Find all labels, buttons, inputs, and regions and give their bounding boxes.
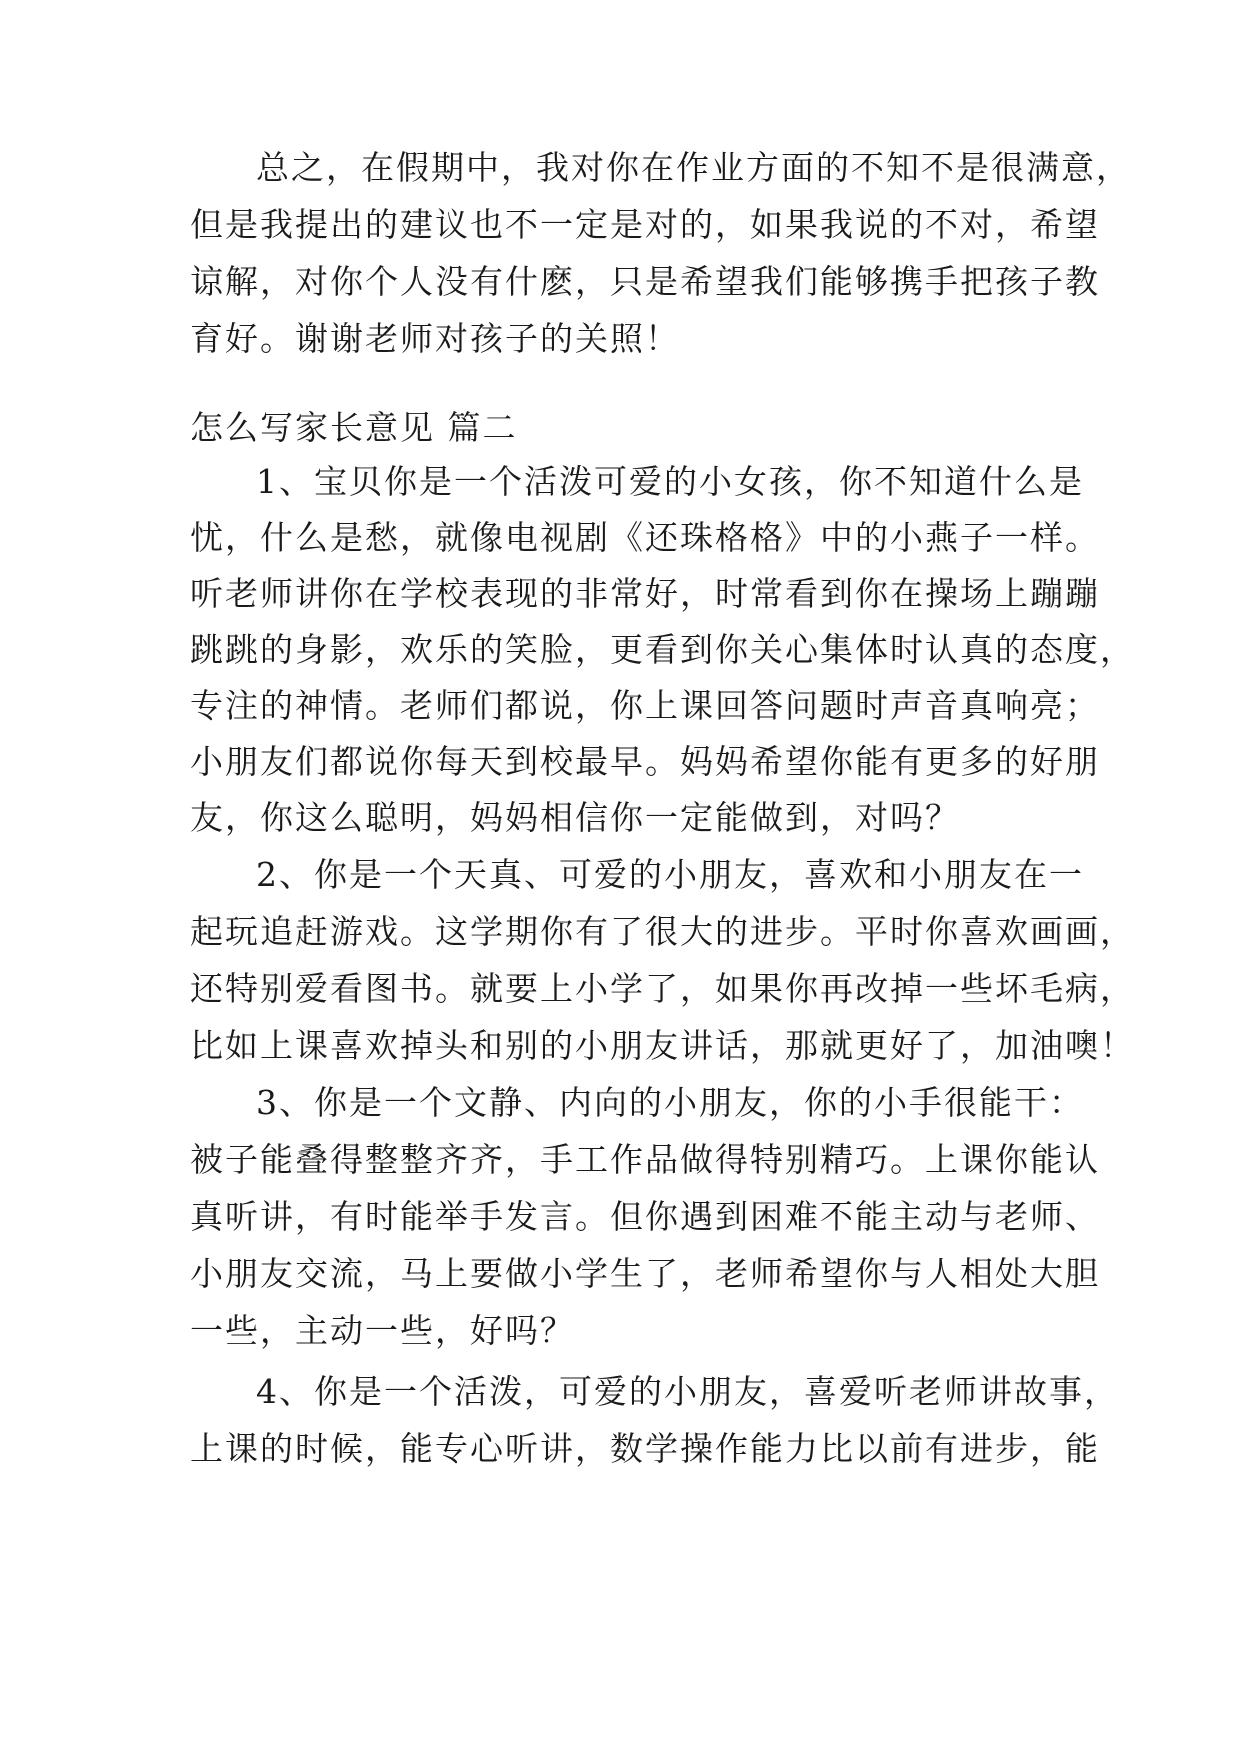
paragraph-2-line-5: 专注的神情。老师们都说，你上课回答问题时声音真响亮； — [190, 686, 1100, 725]
paragraph-2-line-6: 小朋友们都说你每天到校最早。妈妈希望你能有更多的好朋 — [190, 742, 1100, 781]
paragraph-1-line-1: 总之，在假期中，我对你在作业方面的不知不是很满意， — [256, 148, 1131, 187]
section-heading: 怎么写家长意见 篇二 — [190, 408, 518, 447]
paragraph-2-line-3: 听老师讲你在学校表现的非常好，时常看到你在操场上蹦蹦 — [190, 574, 1100, 613]
paragraph-2-line-1: 1、宝贝你是一个活泼可爱的小女孩，你不知道什么是 — [256, 462, 1084, 501]
paragraph-3-line-2: 起玩追赶游戏。这学期你有了很大的进步。平时你喜欢画画， — [190, 912, 1135, 951]
paragraph-5-line-1: 4、你是一个活泼，可爱的小朋友，喜爱听老师讲故事， — [256, 1372, 1119, 1411]
paragraph-5-line-2: 上课的时候，能专心听讲，数学操作能力比以前有进步，能 — [190, 1429, 1100, 1468]
paragraph-3-line-1: 2、你是一个天真、可爱的小朋友，喜欢和小朋友在一 — [256, 855, 1084, 894]
paragraph-2-line-2: 忧，什么是愁，就像电视剧《还珠格格》中的小燕子一样。 — [190, 518, 1100, 557]
paragraph-4-line-3: 真听讲，有时能举手发言。但你遇到困难不能主动与老师、 — [190, 1197, 1100, 1236]
paragraph-4-line-5: 一些，主动一些，好吗？ — [190, 1311, 575, 1350]
paragraph-4-line-4: 小朋友交流，马上要做小学生了，老师希望你与人相处大胆 — [190, 1254, 1100, 1293]
paragraph-2-line-7: 友，你这么聪明，妈妈相信你一定能做到，对吗？ — [190, 798, 960, 837]
paragraph-4-line-2: 被子能叠得整整齐齐，手工作品做得特别精巧。上课你能认 — [190, 1140, 1100, 1179]
paragraph-2-line-4: 跳跳的身影，欢乐的笑脸，更看到你关心集体时认真的态度， — [190, 630, 1135, 669]
paragraph-1-line-2: 但是我提出的建议也不一定是对的，如果我说的不对，希望 — [190, 205, 1100, 244]
paragraph-1-line-3: 谅解，对你个人没有什麽，只是希望我们能够携手把孩子教 — [190, 262, 1100, 301]
paragraph-3-line-4: 比如上课喜欢掉头和别的小朋友讲话，那就更好了，加油噢！ — [190, 1026, 1135, 1065]
paragraph-1-line-4: 育好。谢谢老师对孩子的关照！ — [190, 319, 680, 358]
paragraph-4-line-1: 3、你是一个文静、内向的小朋友，你的小手很能干： — [256, 1083, 1084, 1122]
paragraph-3-line-3: 还特别爱看图书。就要上小学了，如果你再改掉一些坏毛病， — [190, 969, 1135, 1008]
